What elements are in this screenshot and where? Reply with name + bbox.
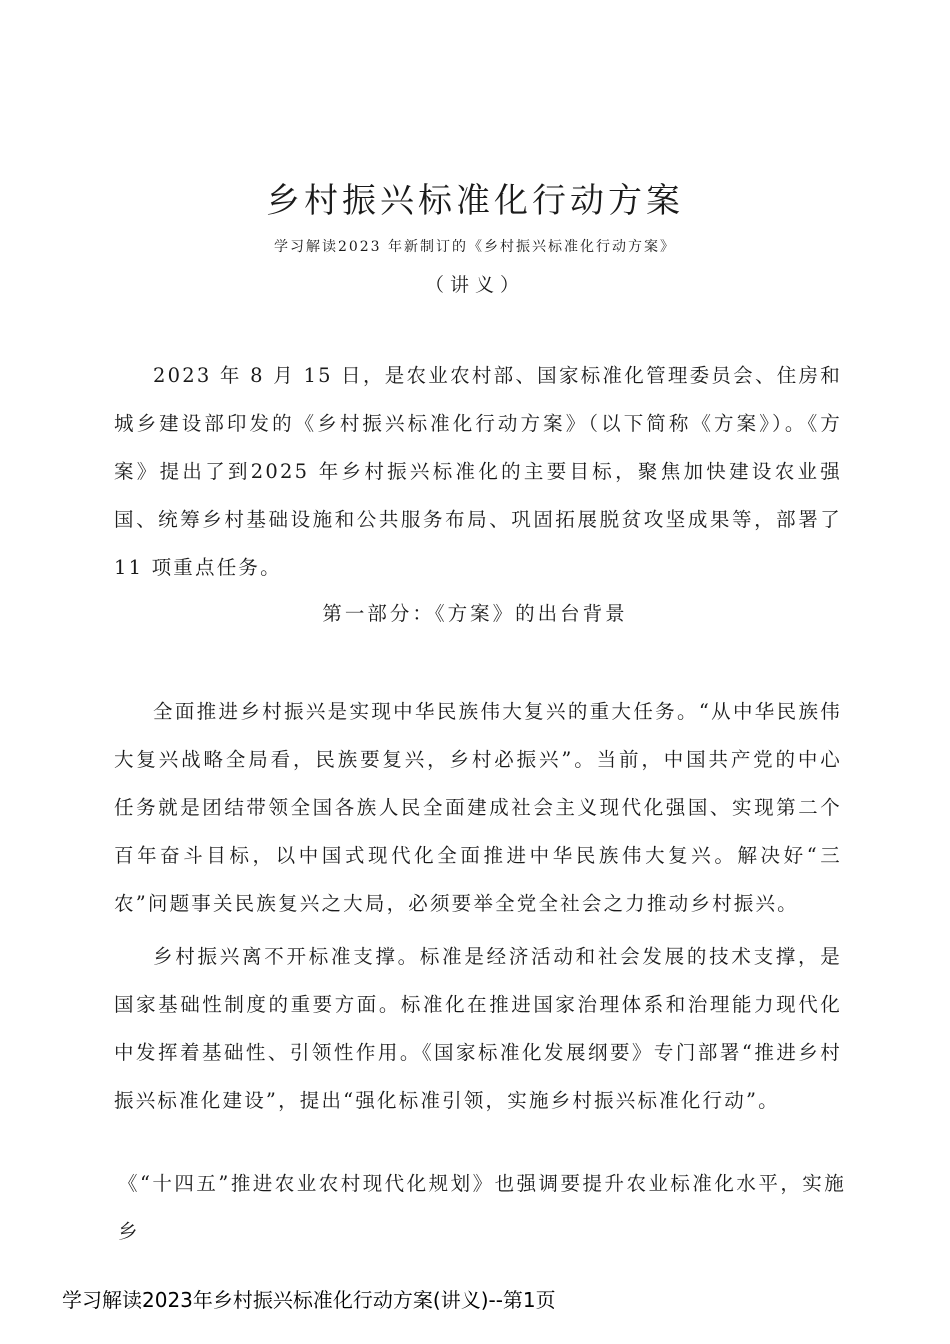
body-paragraph: 乡村振兴离不开标准支撑。标准是经济活动和社会发展的技术支撑，是国家基础性制度的重要方面。标准化在推进国家治理体系和治理能力现代化中发挥着基础性、引领性作用。《国家标准化发展纲要》专门部署“推进乡村振兴标准化建设”，提出“强化标准引领，实施乡村振兴标准化行动”。 xyxy=(114,945,842,1112)
lecture-tag: （讲义） xyxy=(424,274,525,296)
page-footer: 学习解读2023年乡村振兴标准化行动方案(讲义)--第1页 xyxy=(62,1288,556,1312)
section-heading: 第一部分：《方案》的出台背景 xyxy=(322,602,628,625)
body-paragraph: 全面推进乡村振兴是实现中华民族伟大复兴的重大任务。“从中华民族伟大复兴战略全局看，民族要复兴，乡村必振兴”。当前，中国共产党的中心任务就是团结带领全国各族人民全面建成社会主义现代化强国、实现第二个百年奋斗目标，以中国式现代化全面推进中华民族伟大复兴。解决好“三农”问题事关民族复兴之大局，必须要举全党全社会之力推动乡村振兴。 xyxy=(114,700,842,915)
document-subtitle: 学习解读2023 年新制订的《乡村振兴标准化行动方案》 xyxy=(273,239,677,255)
body-paragraph: 《“十四五”推进农业农村现代化规划》也强调要提升农业标准化水平，实施乡 xyxy=(118,1172,846,1243)
document-title: 乡村振兴标准化行动方案 xyxy=(266,180,684,221)
intro-paragraph: 2023 年 8 月 15 日，是农业农村部、国家标准化管理委员会、住房和城乡建设部印发的《乡村振兴标准化行动方案》（以下简称《方案》）。《方案》提出了到2025 年乡村振兴标准化的主要目标，聚焦加快建设农业强国、统筹乡村基础设施和公共服务布局、巩固拓展脱贫攻坚成果等，部署了11 项重点任务。 xyxy=(114,364,842,579)
